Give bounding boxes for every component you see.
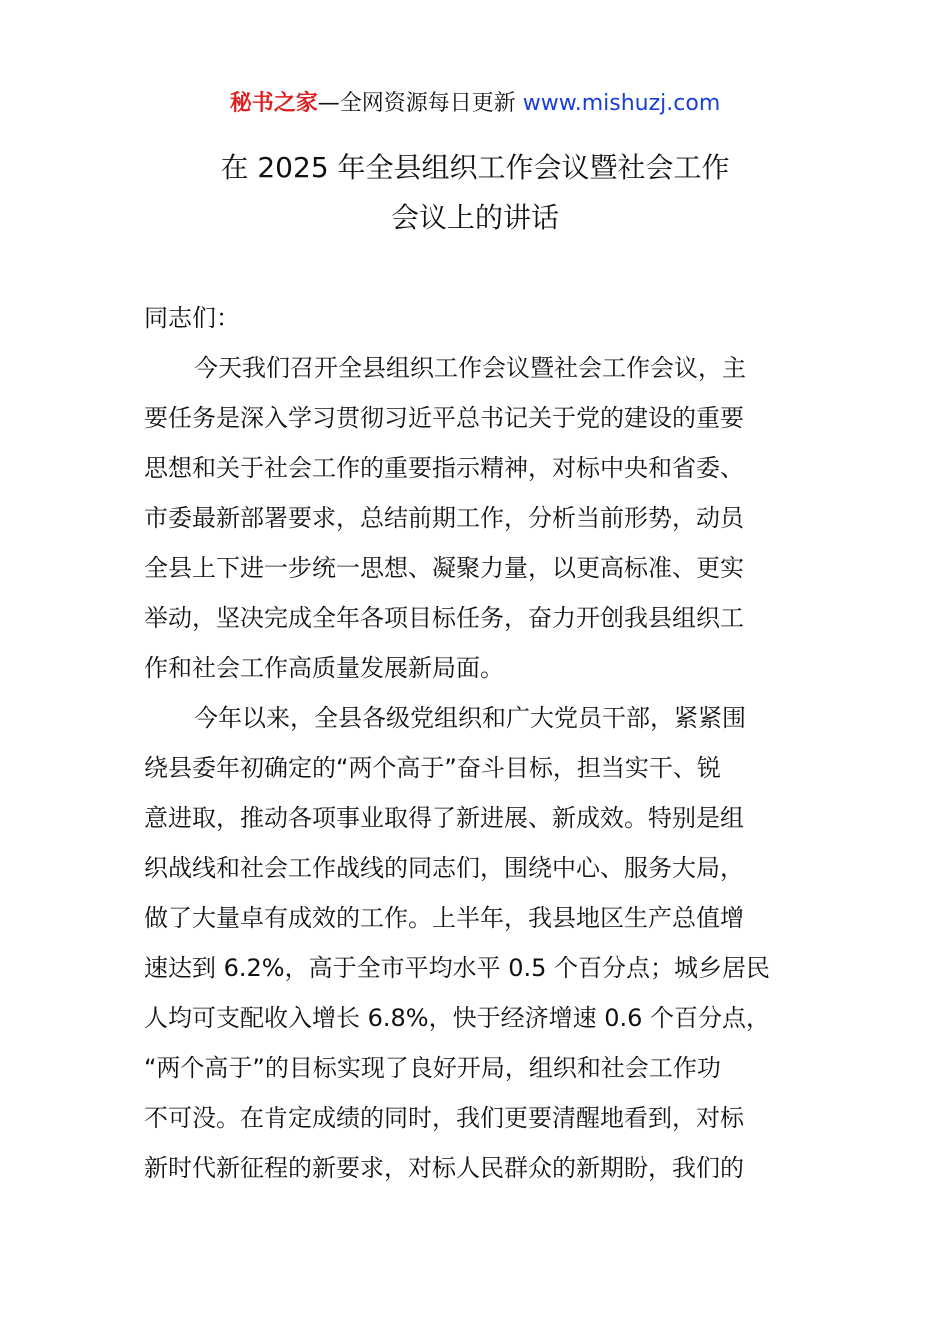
paragraph-2-line: 不可没。在肯定成绩的同时，我们更要清醒地看到，对标 xyxy=(144,1104,744,1132)
paragraph-1-line: 作和社会工作高质量发展新局面。 xyxy=(144,654,504,682)
paragraph-2-line: 织战线和社会工作战线的同志们，围绕中心、服务大局， xyxy=(144,854,744,882)
paragraph-2-line: 今年以来，全县各级党组织和广大党员干部，紧紧围 xyxy=(194,704,746,732)
paragraph-2-line: 意进取，推动各项事业取得了新进展、新成效。特别是组 xyxy=(144,804,744,832)
paragraph-1-line: 全县上下进一步统一思想、凝聚力量，以更高标准、更实 xyxy=(144,554,744,582)
paragraph-2-line: “两个高于”的目标实现了良好开局，组织和社会工作功 xyxy=(144,1054,721,1082)
salutation: 同志们： xyxy=(144,304,240,332)
paragraph-2-line: 速达到 6.2%，高于全市平均水平 0.5 个百分点；城乡居民 xyxy=(144,954,771,982)
paragraph-2-line: 新时代新征程的新要求，对标人民群众的新期盼，我们的 xyxy=(144,1154,744,1182)
brand-name: 秘书之家 xyxy=(229,91,318,116)
paragraph-1-line: 今天我们召开全县组织工作会议暨社会工作会议，主 xyxy=(194,354,746,382)
site-banner xyxy=(0,86,950,122)
document-title-line-1: 在 2025 年全县组织工作会议暨社会工作 xyxy=(220,151,730,184)
site-url-link[interactable]: www.mishuzj.com xyxy=(522,91,721,116)
paragraph-1-line: 市委最新部署要求，总结前期工作，分析当前形势，动员 xyxy=(144,504,744,532)
paragraph-2-line: 做了大量卓有成效的工作。上半年，我县地区生产总值增 xyxy=(144,904,744,932)
paragraph-2-line: 人均可支配收入增长 6.8%，快于经济增速 0.6 个百分点， xyxy=(144,1004,771,1032)
paragraph-1-line: 要任务是深入学习贯彻习近平总书记关于党的建设的重要 xyxy=(144,404,744,432)
banner-tagline: —全网资源每日更新 xyxy=(317,91,523,116)
paragraph-2-line: 绕县委年初确定的“两个高于”奋斗目标，担当实干、锐 xyxy=(144,754,721,782)
document-title-line-2: 会议上的讲话 xyxy=(390,201,559,234)
paragraph-1-line: 思想和关于社会工作的重要指示精神，对标中央和省委、 xyxy=(144,454,744,482)
paragraph-1-line: 举动，坚决完成全年各项目标任务，奋力开创我县组织工 xyxy=(144,604,744,632)
